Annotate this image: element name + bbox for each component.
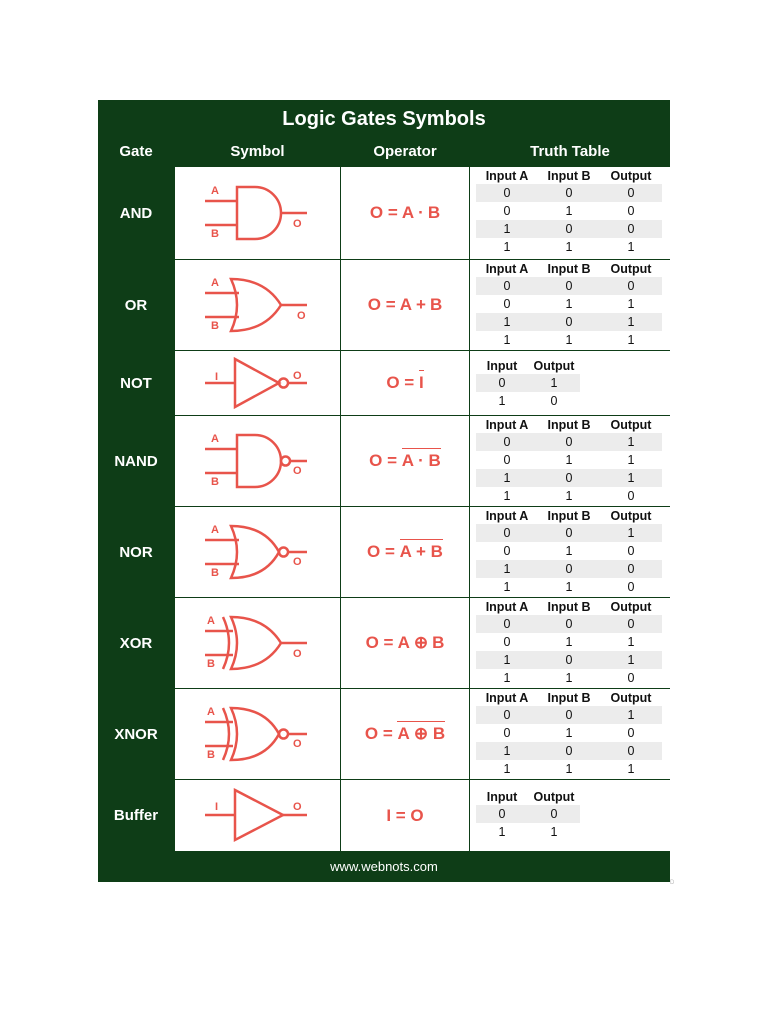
header-symbol: Symbol — [230, 143, 285, 160]
gate-name: XNOR — [114, 725, 158, 743]
gate-row-nor — [98, 507, 670, 597]
svg-text:A: A — [211, 185, 219, 197]
logic-gates-chart — [98, 100, 670, 882]
operator-expression: O = A · B — [369, 451, 441, 470]
footer-url: www.webnots.com — [330, 859, 438, 874]
truth-table-cell — [470, 351, 670, 415]
xor-gate-icon — [175, 598, 340, 688]
symbol-cell — [175, 507, 340, 597]
chart-title: Logic Gates Symbols — [282, 108, 486, 130]
gate-name: AND — [119, 204, 153, 222]
symbol-cell — [175, 689, 340, 779]
gate-row-or — [98, 260, 670, 350]
svg-text:O: O — [293, 465, 302, 477]
operator-expression: O = A + B — [367, 542, 443, 561]
truth-table: Input A Input B Output 0 0 0 0 1 0 1 0 0 1 1 1 — [476, 167, 662, 256]
svg-text:A: A — [211, 524, 219, 536]
operator-cell — [341, 598, 469, 688]
svg-text:B: B — [207, 749, 215, 761]
header-gate: Gate — [119, 143, 153, 160]
gate-row-and — [98, 167, 670, 259]
svg-text:A: A — [207, 615, 215, 627]
gate-name: NOR — [119, 543, 153, 561]
truth-table-cell — [470, 689, 670, 779]
truth-table: Input A Input B Output 0 0 1 0 1 1 1 0 1 1 1 0 — [476, 416, 662, 505]
truth-table-cell — [470, 260, 670, 350]
operator-expression: I = O — [386, 805, 424, 825]
corner-mark: D — [670, 880, 675, 886]
header-operator: Operator — [373, 143, 437, 160]
gate-name: Buffer — [113, 807, 159, 824]
header-truth-table: Truth Table — [530, 143, 610, 160]
svg-text:A: A — [207, 706, 215, 718]
symbol-cell — [175, 598, 340, 688]
operator-expression: O = A · B — [369, 203, 441, 222]
gate-name: XOR — [119, 634, 153, 652]
nor-gate-icon — [175, 507, 340, 597]
symbol-cell — [175, 351, 340, 415]
svg-text:B: B — [211, 476, 219, 488]
svg-text:O: O — [293, 738, 302, 750]
gate-name: NOT — [120, 374, 152, 392]
gate-name: NAND — [114, 452, 158, 470]
and-gate-icon — [175, 167, 340, 259]
operator-expression: O = A ⊕ B — [365, 633, 445, 652]
operator-cell — [341, 507, 469, 597]
truth-table: Input A Input B Output 0 0 1 0 1 0 1 0 0 1 1 0 — [476, 507, 662, 596]
svg-text:I: I — [215, 371, 219, 383]
gate-row-not — [98, 351, 670, 415]
symbol-cell — [175, 780, 340, 851]
svg-text:O: O — [297, 310, 306, 322]
gate-row-xnor — [98, 689, 670, 779]
operator-cell — [341, 689, 469, 779]
operator-cell — [341, 416, 469, 506]
truth-table-cell — [470, 780, 670, 851]
truth-table-cell — [470, 416, 670, 506]
truth-table-cell — [470, 598, 670, 688]
svg-text:O: O — [293, 801, 302, 813]
not-gate-icon — [175, 351, 340, 415]
or-gate-icon — [175, 260, 340, 350]
svg-text:O: O — [293, 648, 302, 660]
svg-text:A: A — [211, 433, 219, 445]
truth-table-cell — [470, 507, 670, 597]
operator-cell — [341, 167, 469, 259]
operator-expression: O = I — [386, 373, 424, 392]
operator-expression: O = A ⊕ B — [364, 724, 446, 743]
buffer-gate-icon — [175, 780, 340, 851]
truth-table: Input A Input B Output 0 0 0 0 1 1 1 0 1 1 1 0 — [476, 598, 662, 687]
gate-name: OR — [124, 296, 148, 314]
truth-table: Input Output 0 0 1 1 — [476, 788, 580, 841]
truth-table-cell — [470, 167, 670, 259]
nand-gate-icon — [175, 416, 340, 506]
gate-row-xor — [98, 598, 670, 688]
operator-cell — [341, 351, 469, 415]
truth-table: Input A Input B Output 0 0 1 0 1 0 1 0 0 1 1 1 — [476, 689, 662, 778]
svg-text:B: B — [207, 658, 215, 670]
truth-table: Input A Input B Output 0 0 0 0 1 1 1 0 1 1 1 1 — [476, 260, 662, 349]
svg-text:A: A — [211, 277, 219, 289]
truth-table: Input Output 0 1 1 0 — [476, 357, 580, 410]
symbol-cell — [175, 416, 340, 506]
svg-text:B: B — [211, 567, 219, 579]
symbol-cell — [175, 260, 340, 350]
gate-row-buffer — [98, 780, 670, 851]
svg-text:B: B — [211, 228, 219, 240]
xnor-gate-icon — [175, 689, 340, 779]
operator-expression: O = A + B — [367, 295, 443, 314]
operator-cell — [341, 260, 469, 350]
svg-text:O: O — [293, 218, 302, 230]
svg-text:B: B — [211, 320, 219, 332]
operator-cell — [341, 780, 469, 851]
gate-row-nand — [98, 416, 670, 506]
symbol-cell — [175, 167, 340, 259]
svg-text:I: I — [215, 801, 219, 813]
svg-text:O: O — [293, 370, 302, 382]
svg-text:O: O — [293, 556, 302, 568]
